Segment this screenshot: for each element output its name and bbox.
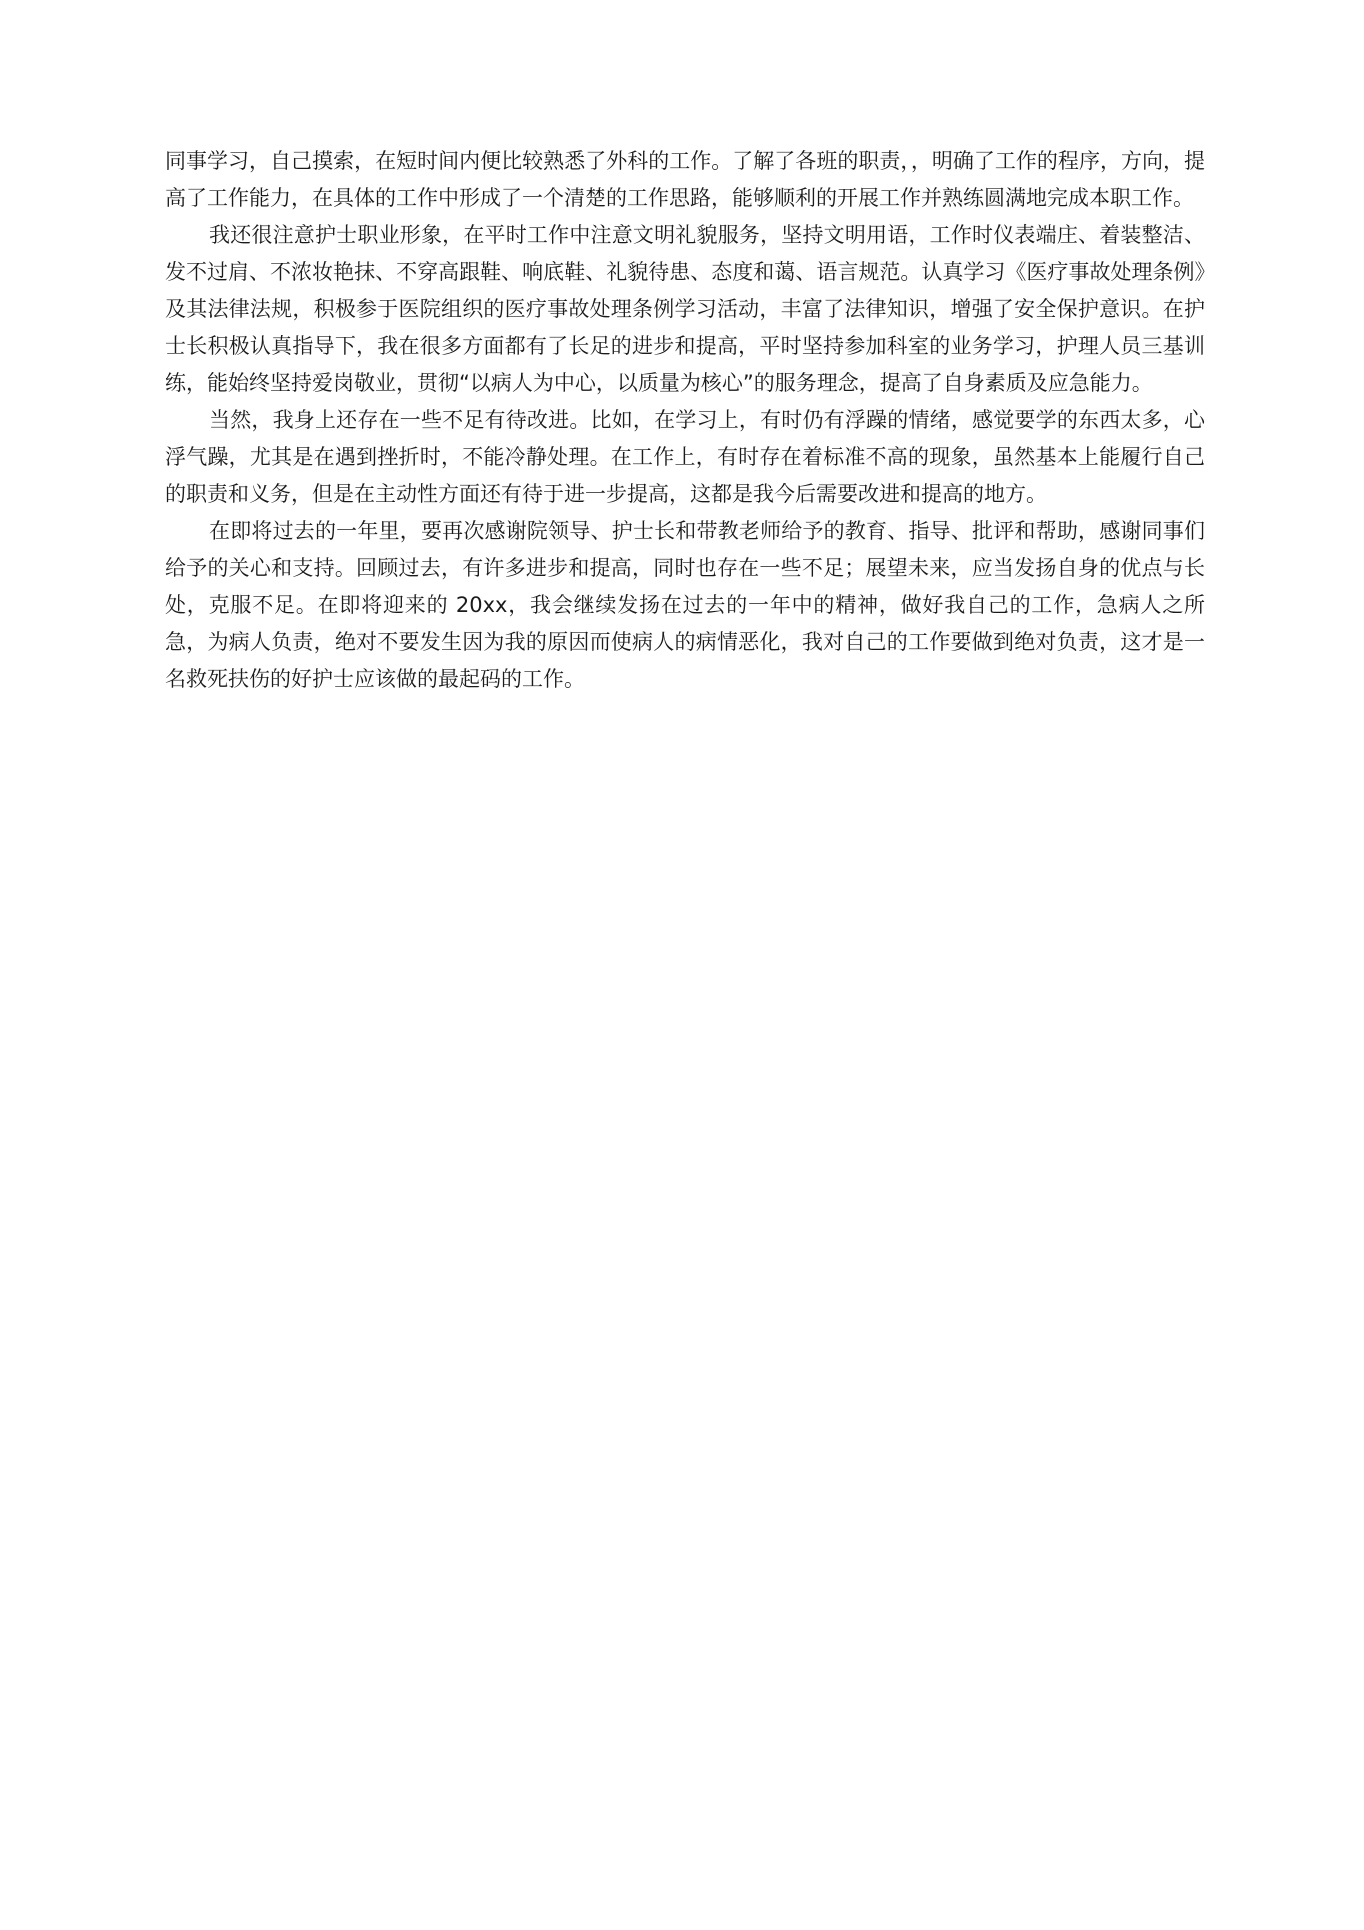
paragraph-1: 同事学习，自己摸索，在短时间内便比较熟悉了外科的工作。了解了各班的职责，，明确了工作的程序，方向，提高了工作能力，在具体的工作中形成了一个清楚的工作思路，能够顺利的开展工作并熟练圆满地完成本职工作。 [165, 149, 1205, 210]
document-body [165, 143, 1205, 698]
paragraph-3: 当然，我身上还存在一些不足有待改进。比如，在学习上，有时仍有浮躁的情绪，感觉要学的东西太多，心浮气躁，尤其是在遇到挫折时，不能冷静处理。在工作上，有时存在着标准不高的现象，虽然基本上能履行自己的职责和义务，但是在主动性方面还有待于进一步提高，这都是我今后需要改进和提高的地方。 [165, 408, 1205, 506]
paragraph-2: 我还很注意护士职业形象，在平时工作中注意文明礼貌服务，坚持文明用语，工作时仪表端庄、着装整洁、发不过肩、不浓妆艳抹、不穿高跟鞋、响底鞋、礼貌待患、态度和蔼、语言规范。认真学习《医疗事故处理条例》及其法律法规，积极参于医院组织的医疗事故处理条例学习活动，丰富了法律知识，增强了安全保护意识。在护士长积极认真指导下，我在很多方面都有了长足的进步和提高，平时坚持参加科室的业务学习，护理人员三基训练，能始终坚持爱岗敬业，贯彻“以病人为中心，以质量为核心”的服务理念，提高了自身素质及应急能力。 [165, 223, 1205, 395]
paragraph-4: 在即将过去的一年里，要再次感谢院领导、护士长和带教老师给予的教育、指导、批评和帮助，感谢同事们给予的关心和支持。回顾过去，有许多进步和提高，同时也存在一些不足；展望未来，应当发扬自身的优点与长处，克服不足。在即将迎来的 20xx，我会继续发扬在过去的一年中的精神，做好我自己的工作，急病人之所急，为病人负责，绝对不要发生因为我的原因而使病人的病情恶化，我对自己的工作要做到绝对负责，这才是一名救死扶伤的好护士应该做的最起码的工作。 [165, 519, 1205, 691]
